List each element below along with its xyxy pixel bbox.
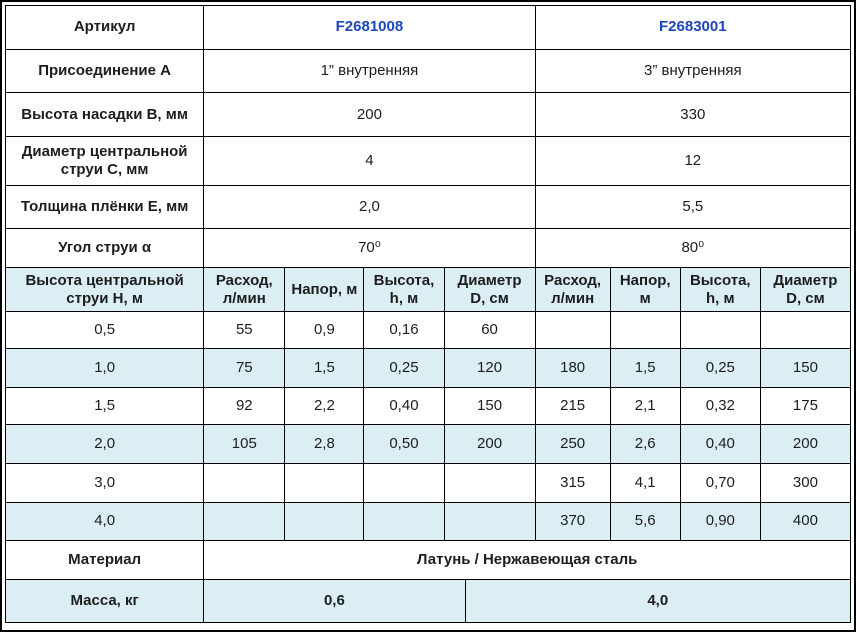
article-number-left: F2681008 — [204, 6, 535, 50]
spec-value-right: 80⁰ — [535, 228, 850, 268]
data-cell: 105 — [204, 424, 285, 464]
data-cell: 1,5 — [610, 348, 680, 388]
spec-value-right: 5,5 — [535, 185, 850, 228]
article-number-right: F2683001 — [535, 6, 850, 50]
header-diameter-right: Диаметр D, см — [760, 268, 850, 312]
data-cell: 370 — [535, 502, 610, 540]
mass-label: Масса, кг — [6, 580, 204, 623]
data-cell: 75 — [204, 348, 285, 388]
data-cell: 2,6 — [610, 424, 680, 464]
data-cell: 0,40 — [680, 424, 760, 464]
data-cell — [285, 464, 364, 503]
spec-label: Присоединение А — [6, 49, 204, 93]
data-cell: 4,1 — [610, 464, 680, 503]
data-cell: 400 — [760, 502, 850, 540]
data-cell: 5,6 — [610, 502, 680, 540]
mass-value-left: 0,6 — [204, 580, 465, 623]
spec-row-nozzle-height — [6, 93, 851, 137]
data-row — [6, 388, 851, 425]
spec-label: Диаметр центральной струи С, мм — [6, 137, 204, 186]
data-cell: 92 — [204, 388, 285, 425]
data-cell: 315 — [535, 464, 610, 503]
header-flow-right: Расход, л/мин — [535, 268, 610, 312]
jet-height-cell: 3,0 — [6, 464, 204, 503]
data-cell — [610, 311, 680, 348]
data-cell: 0,40 — [364, 388, 444, 425]
data-cell: 0,25 — [680, 348, 760, 388]
mass-row — [6, 580, 851, 623]
spec-label: Высота насадки В, мм — [6, 93, 204, 137]
header-flow-left: Расход, л/мин — [204, 268, 285, 312]
data-cell: 0,50 — [364, 424, 444, 464]
header-height-right: Высота, h, м — [680, 268, 760, 312]
spec-row-article — [6, 6, 851, 50]
data-cell — [364, 464, 444, 503]
data-cell: 150 — [444, 388, 535, 425]
data-row — [6, 311, 851, 348]
jet-height-cell: 0,5 — [6, 311, 204, 348]
jet-height-cell: 2,0 — [6, 424, 204, 464]
params-header-row — [6, 268, 851, 312]
spec-label: Толщина плёнки Е, мм — [6, 185, 204, 228]
data-cell: 2,1 — [610, 388, 680, 425]
data-cell — [204, 502, 285, 540]
header-height-left: Высота, h, м — [364, 268, 444, 312]
data-row — [6, 502, 851, 540]
data-cell: 250 — [535, 424, 610, 464]
data-cell — [444, 464, 535, 503]
data-cell — [204, 464, 285, 503]
spec-value-left: 4 — [204, 137, 535, 186]
data-cell: 55 — [204, 311, 285, 348]
data-cell — [285, 502, 364, 540]
data-cell — [535, 311, 610, 348]
data-cell: 0,70 — [680, 464, 760, 503]
data-cell — [760, 311, 850, 348]
header-pressure-right: Напор, м — [610, 268, 680, 312]
spec-value-left: 2,0 — [204, 185, 535, 228]
spec-value-right: 3” внутренняя — [535, 49, 850, 93]
data-row — [6, 348, 851, 388]
material-label: Материал — [6, 540, 204, 580]
spec-row-jet-diameter — [6, 137, 851, 186]
spec-value-left: 1” внутренняя — [204, 49, 535, 93]
spec-row-film-thickness — [6, 185, 851, 228]
spec-label: Артикул — [6, 6, 204, 50]
header-pressure-left: Напор, м — [285, 268, 364, 312]
data-cell: 180 — [535, 348, 610, 388]
jet-height-cell: 4,0 — [6, 502, 204, 540]
spec-value-left: 70⁰ — [204, 228, 535, 268]
data-cell: 0,16 — [364, 311, 444, 348]
data-cell: 2,2 — [285, 388, 364, 425]
mass-value-right: 4,0 — [465, 580, 850, 623]
data-cell: 0,9 — [285, 311, 364, 348]
data-row — [6, 464, 851, 503]
data-cell: 215 — [535, 388, 610, 425]
data-cell: 200 — [444, 424, 535, 464]
spec-value-right: 330 — [535, 93, 850, 137]
data-cell — [364, 502, 444, 540]
data-cell: 150 — [760, 348, 850, 388]
header-diameter-left: Диаметр D, см — [444, 268, 535, 312]
jet-height-cell: 1,0 — [6, 348, 204, 388]
data-cell: 0,90 — [680, 502, 760, 540]
data-cell: 2,8 — [285, 424, 364, 464]
data-cell: 175 — [760, 388, 850, 425]
data-cell: 0,32 — [680, 388, 760, 425]
data-cell: 1,5 — [285, 348, 364, 388]
data-cell: 60 — [444, 311, 535, 348]
spec-row-jet-angle — [6, 228, 851, 268]
material-row — [6, 540, 851, 580]
data-row — [6, 424, 851, 464]
spec-value-left: 200 — [204, 93, 535, 137]
data-cell: 120 — [444, 348, 535, 388]
data-cell — [444, 502, 535, 540]
data-cell — [680, 311, 760, 348]
spec-row-connection — [6, 49, 851, 93]
jet-height-cell: 1,5 — [6, 388, 204, 425]
data-cell: 0,25 — [364, 348, 444, 388]
data-cell: 300 — [760, 464, 850, 503]
spec-table — [5, 5, 851, 623]
header-jet-height: Высота центральной струи Н, м — [6, 268, 204, 312]
material-value: Латунь / Нержавеющая сталь — [204, 540, 851, 580]
spec-value-right: 12 — [535, 137, 850, 186]
data-cell: 200 — [760, 424, 850, 464]
spec-label: Угол струи α — [6, 228, 204, 268]
